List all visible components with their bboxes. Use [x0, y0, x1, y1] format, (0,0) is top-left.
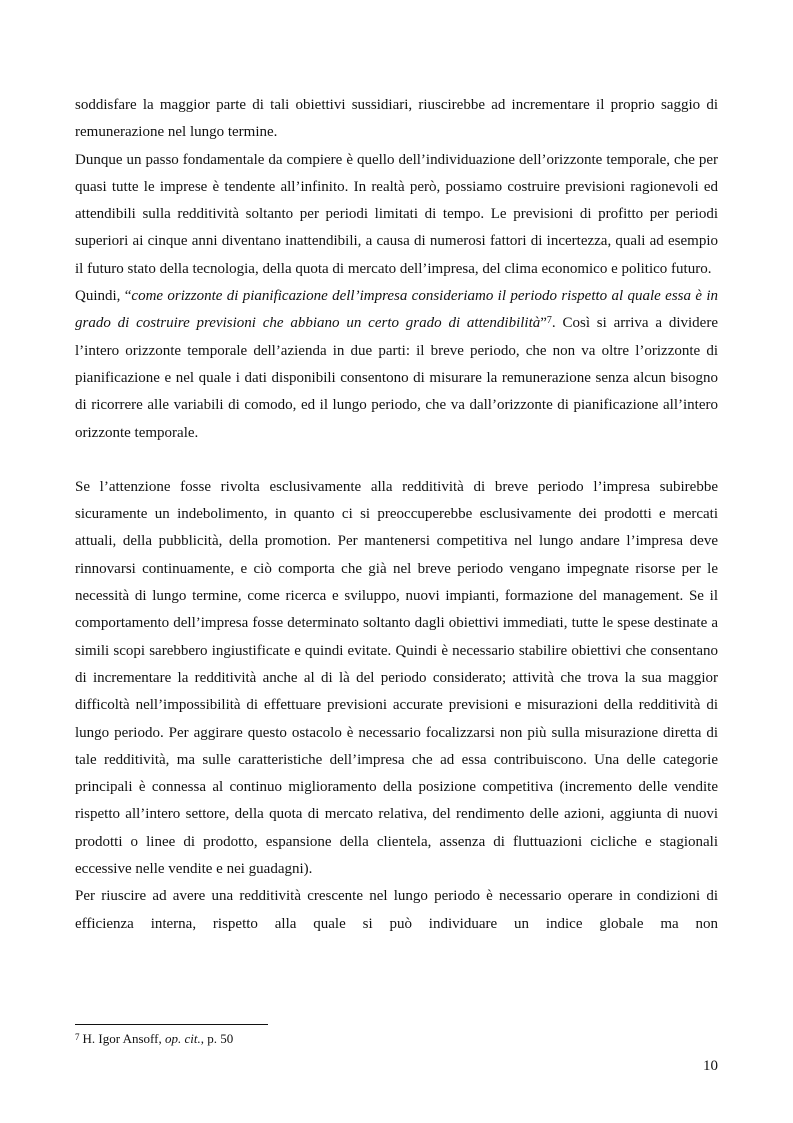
paragraph-5: Per riuscire ad avere una redditività crescente nel lungo periodo è necessario operare in condizioni di efficienza interna, rispetto alla quale si può individuare un indice globale ma non — [75, 888, 718, 932]
paragraph-3 — [75, 283, 718, 447]
quote-close: ” — [540, 315, 547, 332]
paragraph-spacer — [75, 447, 718, 474]
footnote-reference: 7 — [546, 315, 552, 327]
paragraph-2: Dunque un passo fondamentale da compiere è quello dell’individuazione dell’orizzonte temporale, che per quasi tutte le imprese è tendente all’infinito. In realtà però, possiamo costruire previsioni ragionevoli ed attendibili sulla redditività soltanto per periodi limitati di tempo. Le previsioni di profitto per periodi superiori ai cinque anni diventano inattendibili, a causa di numerosi fattori di incertezza, quali ad esempio il futuro stato della tecnologia, della quota di mercato dell’impresa, del clima economico e politico futuro. — [75, 151, 718, 277]
footnote-rest: , p. 50 — [200, 1031, 234, 1046]
paragraph-4: Se l’attenzione fosse rivolta esclusivamente alla redditività di breve periodo l’impresa subirebbe sicuramente un indebolimento, in quanto ci si preoccuperebbe esclusivamente dei prodotti e mercati attuali, della pubblicità, della promotion. Per mantenersi competitiva nel lungo andare l’impresa deve rinnovarsi continuamente, e ciò comporta che già nel breve periodo vengano impegnate risorse per le necessità di lungo termine, come ricerca e sviluppo, nuovi impianti, formazione del management. Se il comportamento dell’impresa fosse determinato soltanto dagli obiettivi immediati, tutte le spese destinate a simili scopi sarebbero ingiustificate e quindi evitate. Quindi è necessario stabilire obiettivi che consentano di incrementare la redditività anche al di là del periodo considerato; attività che trova la sua maggior difficoltà nell’impossibilità di effettuare previsioni accurate previsioni e misurazioni della redditività di lungo periodo. Per aggirare questo ostacolo è necessario focalizzarsi non più sulla misurazione diretta di tale redditività, ma sulle caratteristiche dell’impresa che ad essa contribuiscono. Una delle categorie principali è connessa al continuo miglioramento della posizione competitiva (incremento delle vendite rispetto all’intero settore, della quota di mercato relativa, del rendimento delle azioni, aggiunta di nuovi prodotti o linee di prodotto, espansione della clientela, assenza di fluttuazioni cicliche e stagionali eccessive nelle vendite e nei guadagni). — [75, 478, 718, 878]
footnote-divider — [75, 1024, 268, 1025]
footnote-number: 7 — [75, 1032, 80, 1042]
page-body — [75, 92, 718, 938]
footnote-work: op. cit. — [164, 1031, 201, 1046]
paragraph-3-rest: . Così si arriva a dividere l’intero orizzonte temporale dell’azienda in due parti: il breve periodo, che non va oltre l’orizzonte di pianificazione e nel quale i dati disponibili consentono di misurare la remunerazione senza alcun bisogno di ricorrere alle variabili di comodo, ed il lungo periodo, che va dall’orizzonte di pianificazione all’intero orizzonte temporale. — [75, 315, 718, 441]
quote-text: come orizzonte di pianificazione dell’impresa consideriamo il periodo rispetto al quale essa è in grado di costruire previsioni che abbiano un certo grado di attendibilità — [75, 288, 719, 332]
page-number: 10 — [703, 1058, 718, 1074]
footnote-author: H. Igor Ansoff, — [82, 1031, 162, 1046]
footnote — [75, 1030, 718, 1048]
paragraph-1: soddisfare la maggior parte di tali obiettivi sussidiari, riuscirebbe ad incrementare il proprio saggio di remunerazione nel lungo termine. — [75, 97, 718, 141]
quote-lead: Quindi, “ — [75, 288, 132, 305]
